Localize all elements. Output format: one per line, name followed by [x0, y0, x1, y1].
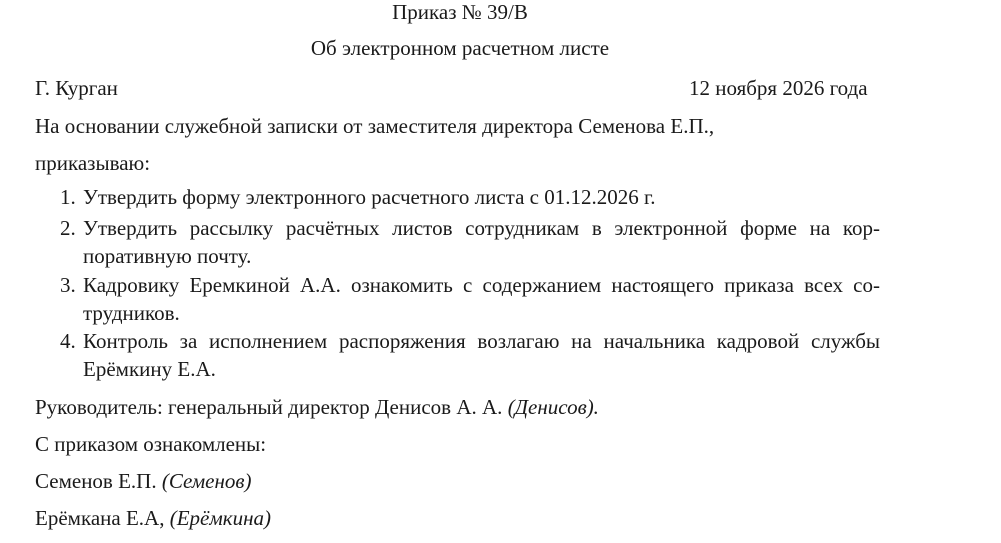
item-text: Контроль за исполнением распоряжения возлагаю на начальника кадровой службы	[83, 329, 880, 353]
item-number: 4.	[60, 329, 76, 353]
person-name: Ерёмкана Е.А,	[35, 506, 165, 530]
signature-handwritten: (Денисов).	[507, 395, 599, 419]
item-number: 2.	[60, 216, 76, 240]
item-text: Кадровику Еремкиной А.А. ознакомить с содержанием настоящего приказа всех со-	[83, 273, 880, 297]
order-number: Приказ № 39/В	[392, 0, 528, 24]
order-word: приказываю:	[35, 151, 151, 175]
order-date: 12 ноября 2026 года	[689, 76, 868, 100]
basis-text: На основании служебной записки от заместителя директора Семенова Е.П.,	[35, 114, 715, 138]
city: Г. Курган	[35, 76, 118, 100]
order-title: Об электронном расчетном листе	[310, 36, 610, 60]
item-number: 1.	[60, 185, 76, 209]
acquainted-person	[35, 508, 271, 529]
acquainted-heading: С приказом ознакомлены:	[35, 432, 267, 456]
signature-line	[35, 397, 599, 418]
person-name: Семенов Е.П.	[35, 469, 157, 493]
item-text-continued: поративную почту.	[83, 244, 252, 268]
acquainted-person	[35, 471, 252, 492]
item-text-continued: Ерёмкину Е.А.	[83, 357, 216, 381]
item-text: Утвердить форму электронного расчетного листа с 01.12.2026 г.	[83, 185, 656, 209]
item-text-continued: трудников.	[83, 301, 180, 325]
signature-text: Руководитель: генеральный директор Денисов А. А.	[35, 395, 503, 419]
person-signature: (Ерёмкина)	[169, 506, 271, 530]
item-text: Утвердить рассылку расчётных листов сотрудникам в электронной форме на кор-	[83, 216, 880, 240]
person-signature: (Семенов)	[161, 469, 252, 493]
item-number: 3.	[60, 273, 76, 297]
